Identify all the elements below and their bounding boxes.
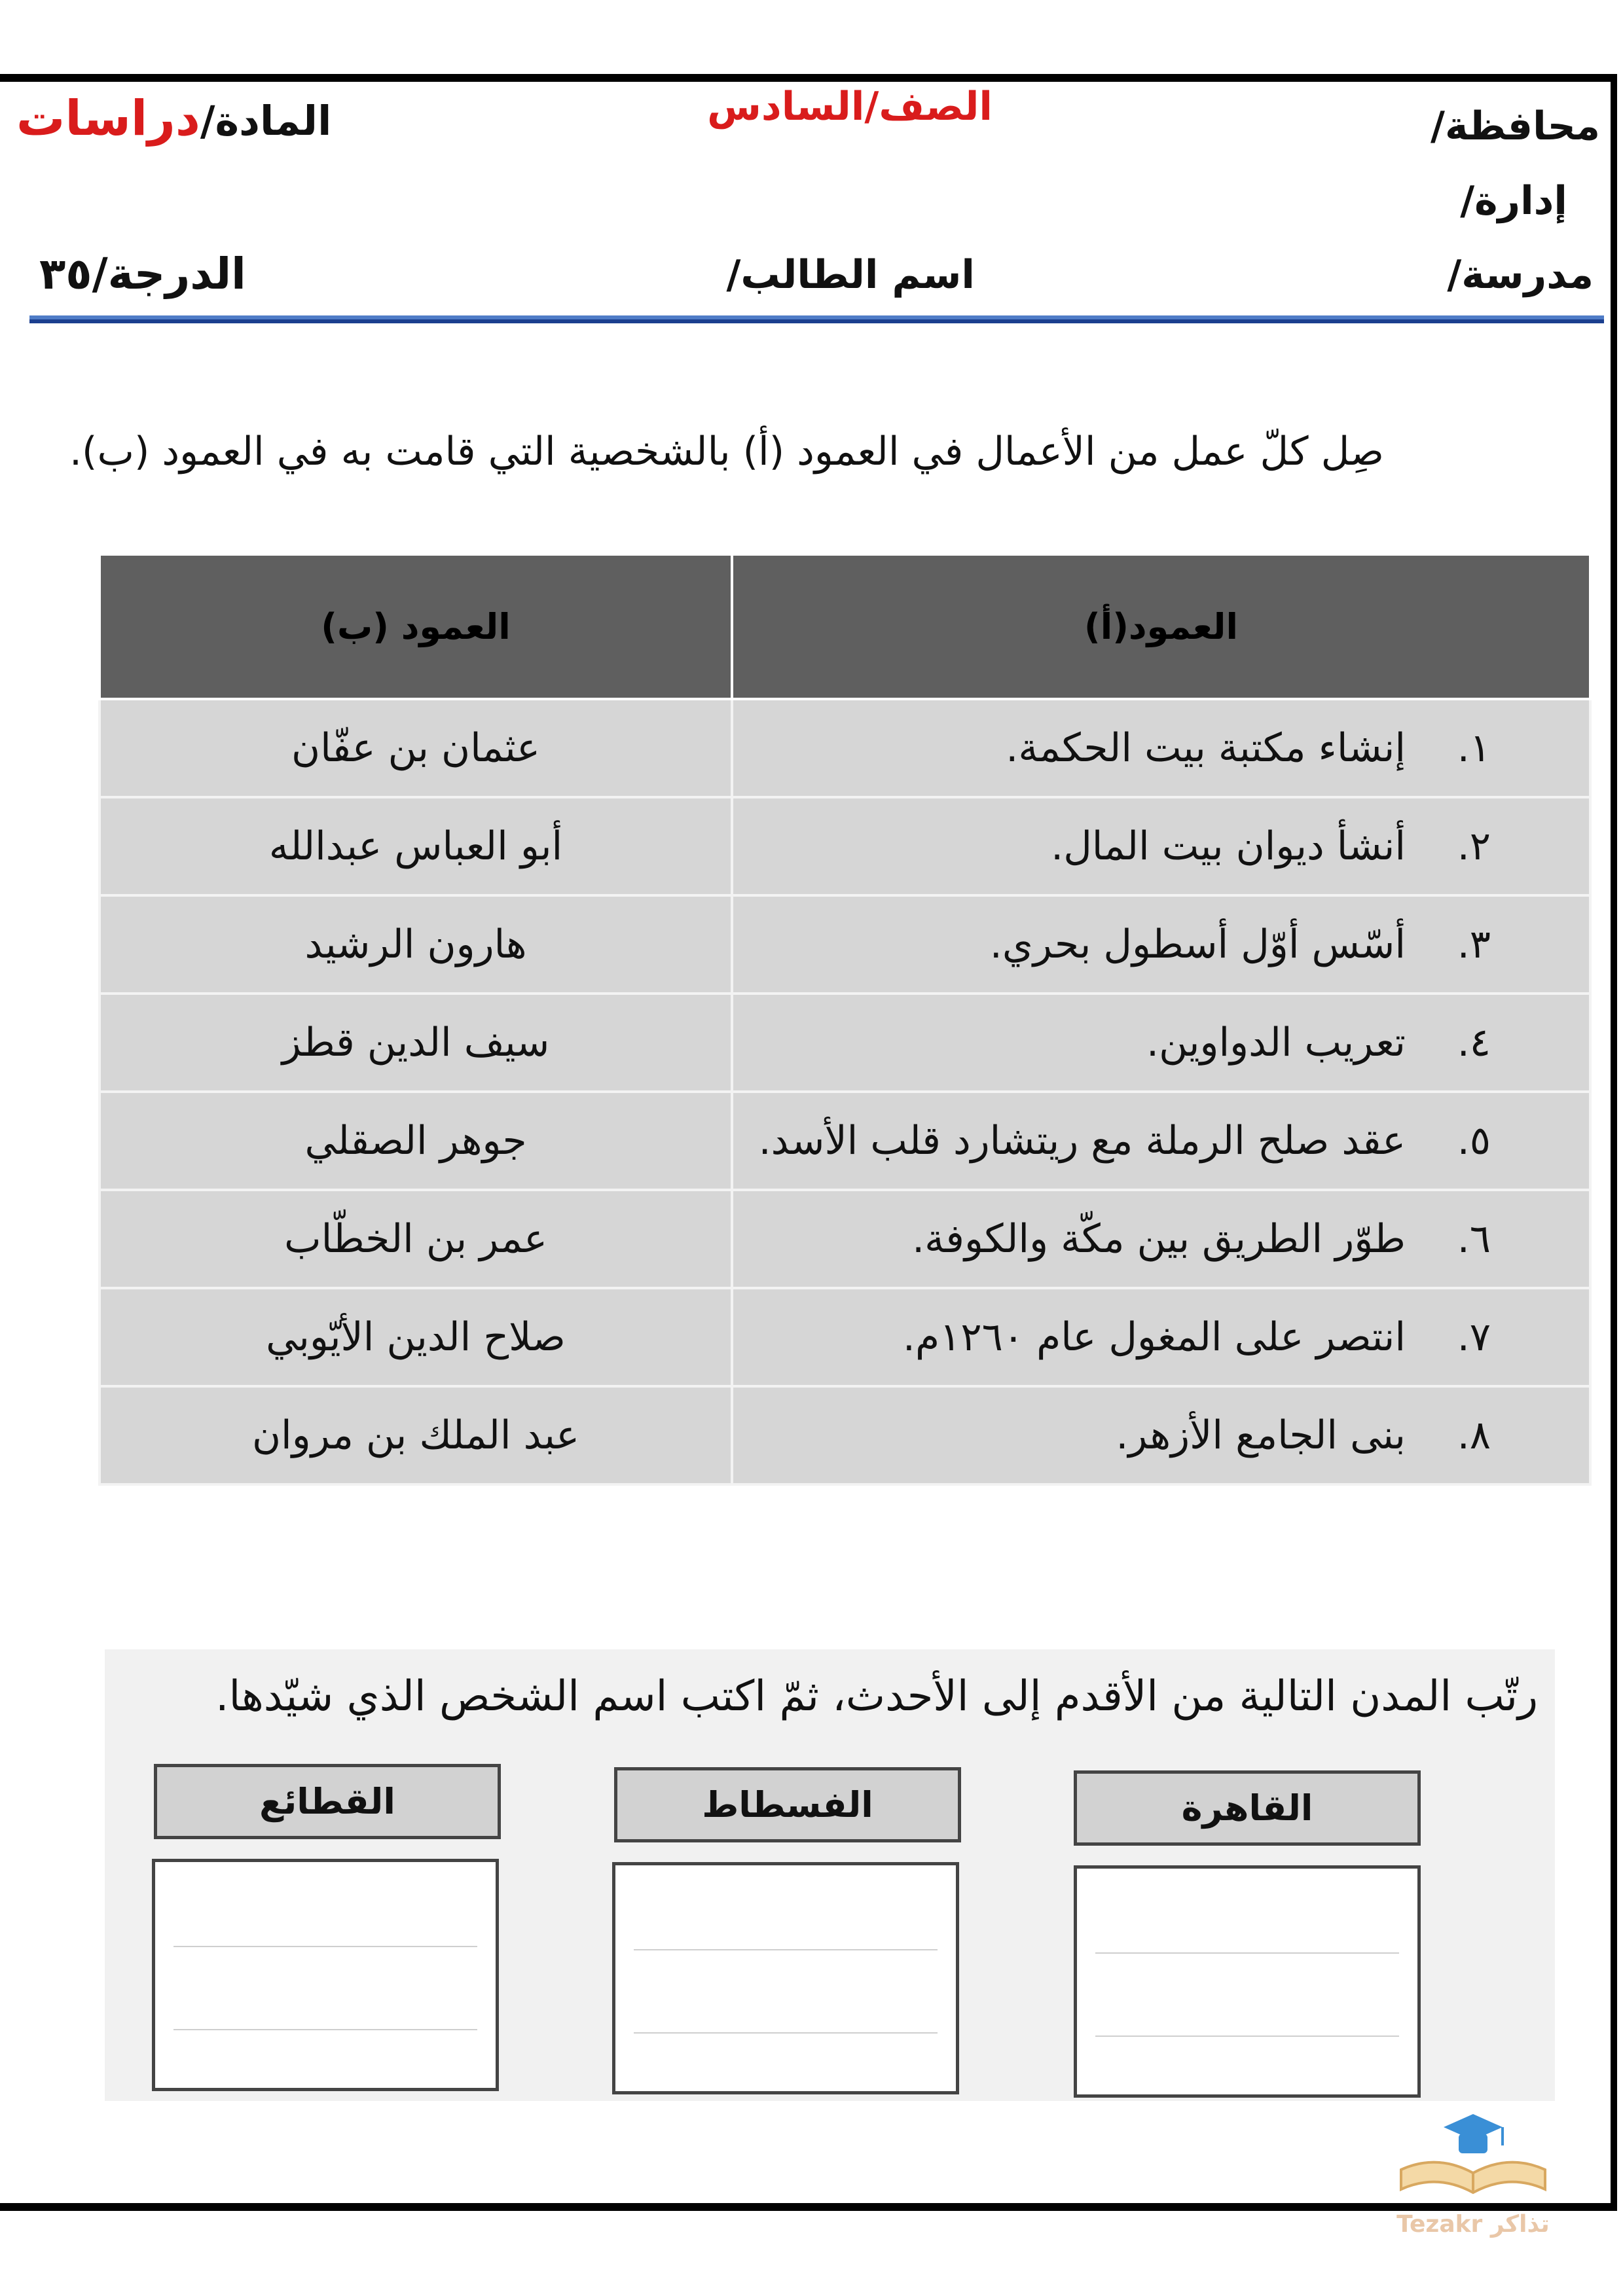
watermark-text: تذاكر Tezakr [1396,2211,1550,2238]
city-header-cairo: القاهرة [1074,1770,1421,1846]
grade-level-label: الصف/السادس [707,84,993,130]
column-a-cell [732,1190,1590,1288]
column-a-cell [732,895,1590,994]
item-text: أنشأ ديوان بيت المال. [1051,823,1406,869]
column-b-cell: هارون الرشيد [100,895,732,994]
item-number: ٤. [1457,1020,1491,1066]
answer-line [173,1946,477,1947]
item-text: إنشاء مكتبة بيت الحكمة. [1006,725,1406,771]
matching-table-header [100,554,1590,699]
column-a-cell [732,1288,1590,1386]
header-divider [29,315,1604,323]
column-b-cell: جوهر الصقلي [100,1092,732,1190]
column-b-cell: عثمان بن عفّان [100,699,732,797]
table-row [100,699,1590,797]
item-number: ٢. [1457,823,1491,869]
item-text: أسّس أوّل أسطول بحري. [989,922,1406,967]
table-row [100,1190,1590,1288]
item-number: ٨. [1457,1412,1491,1458]
table-row [100,895,1590,994]
subject-value: دراسات [16,90,200,147]
answer-line [634,2032,938,2034]
answer-line [1095,1952,1399,1954]
item-text: انتصر على المغول عام ١٢٦٠م. [902,1314,1406,1360]
item-text: بنى الجامع الأزهر. [1116,1412,1406,1458]
city-header-fustat: الفسطاط [614,1767,961,1842]
item-text: طوّر الطريق بين مكّة والكوفة. [912,1216,1406,1262]
column-a-cell [732,994,1590,1092]
item-number: ٦. [1457,1216,1491,1262]
item-number: ١. [1457,725,1491,771]
watermark-logo [1381,2108,1565,2245]
item-number: ٥. [1457,1118,1491,1164]
answer-box-qatai[interactable] [152,1859,499,2091]
column-a-cell [732,1092,1590,1190]
table-row [100,1092,1590,1190]
column-a-header: العمود(أ) [732,554,1590,699]
ordering-instruction: رتّب المدن التالية من الأقدم إلى الأحدث، ثمّ اكتب اسم الشخص الذي شيّدها. [215,1672,1538,1721]
governorate-label: محافظة/ [1431,103,1600,149]
column-b-cell: صلاح الدين الأيّوبي [100,1288,732,1386]
subject-label: المادة/ [200,97,332,145]
column-b-cell: عبد الملك بن مروان [100,1386,732,1484]
answer-line [1095,2036,1399,2037]
school-label: مدرسة/ [1447,252,1594,298]
score-label: الدرجة/٣٥ [39,249,246,299]
column-b-cell: أبو العباس عبدالله [100,797,732,895]
column-b-cell: عمر بن الخطّاب [100,1190,732,1288]
column-a-cell [732,699,1590,797]
table-row [100,1288,1590,1386]
answer-line [173,2029,477,2030]
city-header-qatai: القطائع [154,1764,501,1839]
answer-box-fustat[interactable] [612,1862,959,2094]
administration-label: إدارة/ [1460,178,1567,224]
table-row [100,994,1590,1092]
table-row [100,1386,1590,1484]
subject-heading [16,90,331,147]
item-text: عقد صلح الرملة مع ريتشارد قلب الأسد. [758,1118,1406,1164]
student-name-label: اسم الطالب/ [726,252,975,298]
column-a-cell [732,797,1590,895]
column-b-cell: سيف الدين قطز [100,994,732,1092]
matching-table [98,553,1592,1486]
item-number: ٧. [1457,1314,1491,1360]
table-row [100,797,1590,895]
column-b-header: العمود (ب) [100,554,732,699]
answer-box-cairo[interactable] [1074,1865,1421,2098]
answer-line [634,1949,938,1950]
item-text: تعريب الدواوين. [1146,1020,1406,1066]
item-number: ٣. [1457,922,1491,967]
matching-instruction: صِل كلّ عمل من الأعمال في العمود (أ) بالشخصية التي قامت به في العمود (ب). [69,429,1384,475]
column-a-cell [732,1386,1590,1484]
